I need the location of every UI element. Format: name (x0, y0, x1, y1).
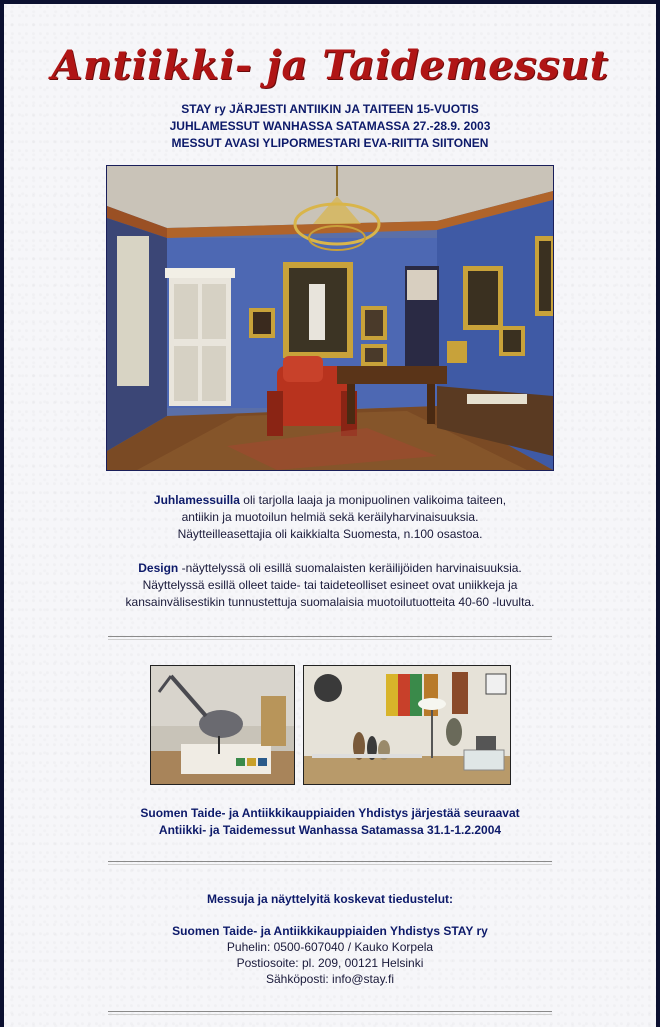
description-text: antiikin ja muotoilun helmiä sekä keräilyharvinaisuuksia. (181, 510, 479, 524)
contact-organization: Suomen Taide- ja Antiikkikauppiaiden Yhdistys STAY ry (172, 924, 488, 938)
description-text: Näytteilleasettajia oli kaikkialta Suomesta, n.100 osastoa. (177, 527, 483, 541)
divider (108, 636, 552, 640)
page (4, 4, 656, 1027)
subtitle-line-3: MESSUT AVASI YLIPORMESTARI EVA-RIITTA SIITONEN (171, 136, 489, 150)
description-text: -näyttelyssä oli esillä suomalaisten keräilijöiden harvinaisuuksia. (178, 561, 522, 575)
description-paragraph-2 (4, 560, 656, 611)
contact-phone: Puhelin: 0500-607040 / Kauko Korpela (226, 940, 434, 954)
contact-address: Postiosoite: pl. 209, 00121 Helsinki (236, 956, 424, 970)
description-text: oli tarjolla laaja ja monipuolinen valikoima taiteen, (239, 493, 507, 507)
description-paragraph-1 (4, 492, 656, 543)
next-event-line-2: Antiikki- ja Taidemessut Wanhassa Satamassa 31.1-1.2.2004 (158, 823, 502, 837)
interior-painting-image (106, 165, 554, 471)
description-text: kansainvälisestikin tunnustettuja suomalaisia muotoilutuotteita 40-60 -luvulta. (125, 595, 535, 609)
design-exhibit-photo (303, 665, 511, 785)
subtitle-line-1: STAY ry JÄRJESTI ANTIIKIN JA TAITEEN 15-VUOTIS (181, 102, 479, 116)
next-event-line-1: Suomen Taide- ja Antiikkikauppiaiden Yhdistys järjestää seuraavat (140, 806, 520, 820)
contact-info (4, 891, 656, 987)
description-text: Näyttelyssä esillä olleet taide- tai taideteolliset esineet ovat uniikkeja ja (142, 578, 518, 592)
contact-heading: Messuja ja näyttelyitä koskevat tiedustelut: (206, 892, 454, 906)
description (4, 492, 656, 628)
design-label: Design (138, 561, 179, 575)
subtitle-line-2: JUHLAMESSUT WANHASSA SATAMASSA 27.-28.9. 2003 (169, 119, 491, 133)
next-event-announcement (4, 805, 656, 839)
contact-email-link[interactable]: Sähköposti: info@stay.fi (265, 972, 395, 986)
event-subtitle (4, 101, 656, 152)
juhlamessuilla-label: Juhlamessuilla (153, 493, 240, 507)
bird-sculpture-photo (150, 665, 295, 785)
divider (108, 861, 552, 865)
page-title: Antiikki- ja Taidemessut (51, 42, 609, 89)
divider (108, 1011, 552, 1015)
